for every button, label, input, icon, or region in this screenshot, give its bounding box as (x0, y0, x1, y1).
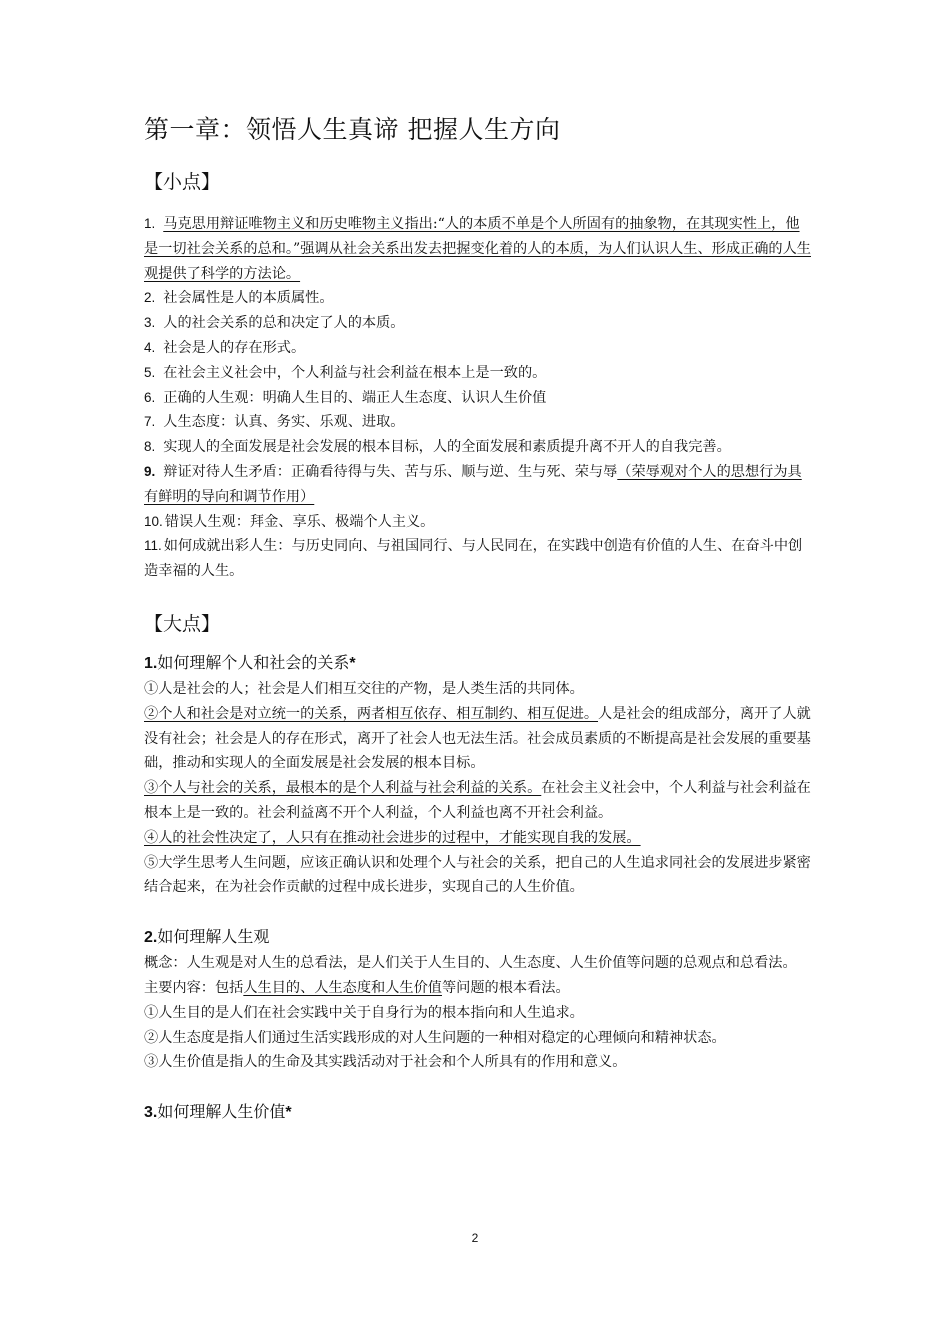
list-item: 6. 正确的人生观：明确人生目的、端正人生态度、认识人生价值 (144, 389, 547, 406)
list-item: 8. 实现人的全面发展是社会发展的根本目标，人的全面发展和素质提升离不开人的自我完善。 (144, 439, 731, 456)
question-2 (144, 924, 812, 1075)
paragraph: ③个人与社会的关系，最根本的是个人利益与社会利益的关系。在社会主义社会中，个人利益与社会利益在根本上是一致的。社会利益离不开个人利益，个人利益也离不开社会利益。 (144, 780, 811, 821)
chapter-title: 第一章：领悟人生真谛 把握人生方向 (144, 115, 561, 144)
list-item: 3. 人的社会关系的总和决定了人的本质。 (144, 315, 405, 332)
big-points-heading: 【大点】 (144, 612, 221, 635)
small-points-list (144, 212, 812, 584)
list-item: 10. 错误人生观：拜金、享乐、极端个人主义。 (144, 513, 435, 530)
list-item: 1. 马克思用辩证唯物主义和历史唯物主义指出:“人的本质不单是个人所固有的抽象物，在其现实性上，他是一切社会关系的总和。”强调从社会关系出发去把握变化着的人的本质，为人们认识人生、形成正确的人生观提供了科学的方法论。 (144, 216, 811, 282)
list-item: 9. 辩证对待人生矛盾：正确看待得与失、苦与乐、顺与逆、生与死、荣与辱（荣辱观对个人的思想行为具有鲜明的导向和调节作用） (144, 463, 802, 505)
page-content (144, 110, 812, 1150)
list-item: 5. 在社会主义社会中，个人利益与社会利益在根本上是一致的。 (144, 364, 547, 381)
list-item: 2. 社会属性是人的本质属性。 (144, 290, 334, 307)
paragraph: ①人生目的是人们在社会实践中关于自身行为的根本指向和人生追求。 (144, 1004, 584, 1021)
paragraph: 主要内容：包括人生目的、人生态度和人生价值等问题的根本看法。 (144, 979, 570, 996)
page-number: 2 (471, 1231, 479, 1245)
paragraph: ①人是社会的人；社会是人们相互交往的产物，是人类生活的共同体。 (144, 680, 584, 697)
list-item: 4. 社会是人的存在形式。 (144, 339, 306, 356)
paragraph: ③人生价值是指人的生命及其实践活动对于社会和个人所具有的作用和意义。 (144, 1054, 627, 1071)
paragraph: ②个人和社会是对立统一的关系，两者相互依存、相互制约、相互促进。人是社会的组成部分，离开了人就没有社会；社会是人的存在形式，离开了社会人也无法生活。社会成员素质的不断提高是社会发展的重要基础，推动和实现人的全面发展是社会发展的根本目标。 (144, 705, 811, 772)
question-1 (144, 650, 812, 900)
paragraph: 概念：人生观是对人生的总看法，是人们关于人生目的、人生态度、人生价值等问题的总观点和总看法。 (144, 955, 797, 972)
list-item: 7. 人生态度：认真、务实、乐观、进取。 (144, 414, 405, 431)
question-title: 1.如何理解个人和社会的关系* (144, 652, 356, 672)
paragraph: ②人生态度是指人们通过生活实践形成的对人生问题的一种相对稳定的心理倾向和精神状态。 (144, 1029, 726, 1046)
small-points-heading: 【小点】 (144, 171, 221, 193)
paragraph: ④人的社会性决定了，人只有在推动社会进步的过程中，才能实现自我的发展。 (144, 829, 641, 846)
question-3 (144, 1099, 812, 1126)
paragraph: ⑤大学生思考人生问题，应该正确认识和处理个人与社会的关系，把自己的人生追求同社会的发展进步紧密结合起来，在为社会作贡献的过程中成长进步，实现自己的人生价值。 (144, 854, 811, 896)
question-title: 2.如何理解人生观 (144, 927, 270, 947)
list-item: 11. 如何成就出彩人生：与历史同向、与祖国同行、与人民同在，在实践中创造有价值的人生、在奋斗中创造幸福的人生。 (144, 538, 803, 580)
question-title: 3.如何理解人生价值* (144, 1102, 292, 1122)
